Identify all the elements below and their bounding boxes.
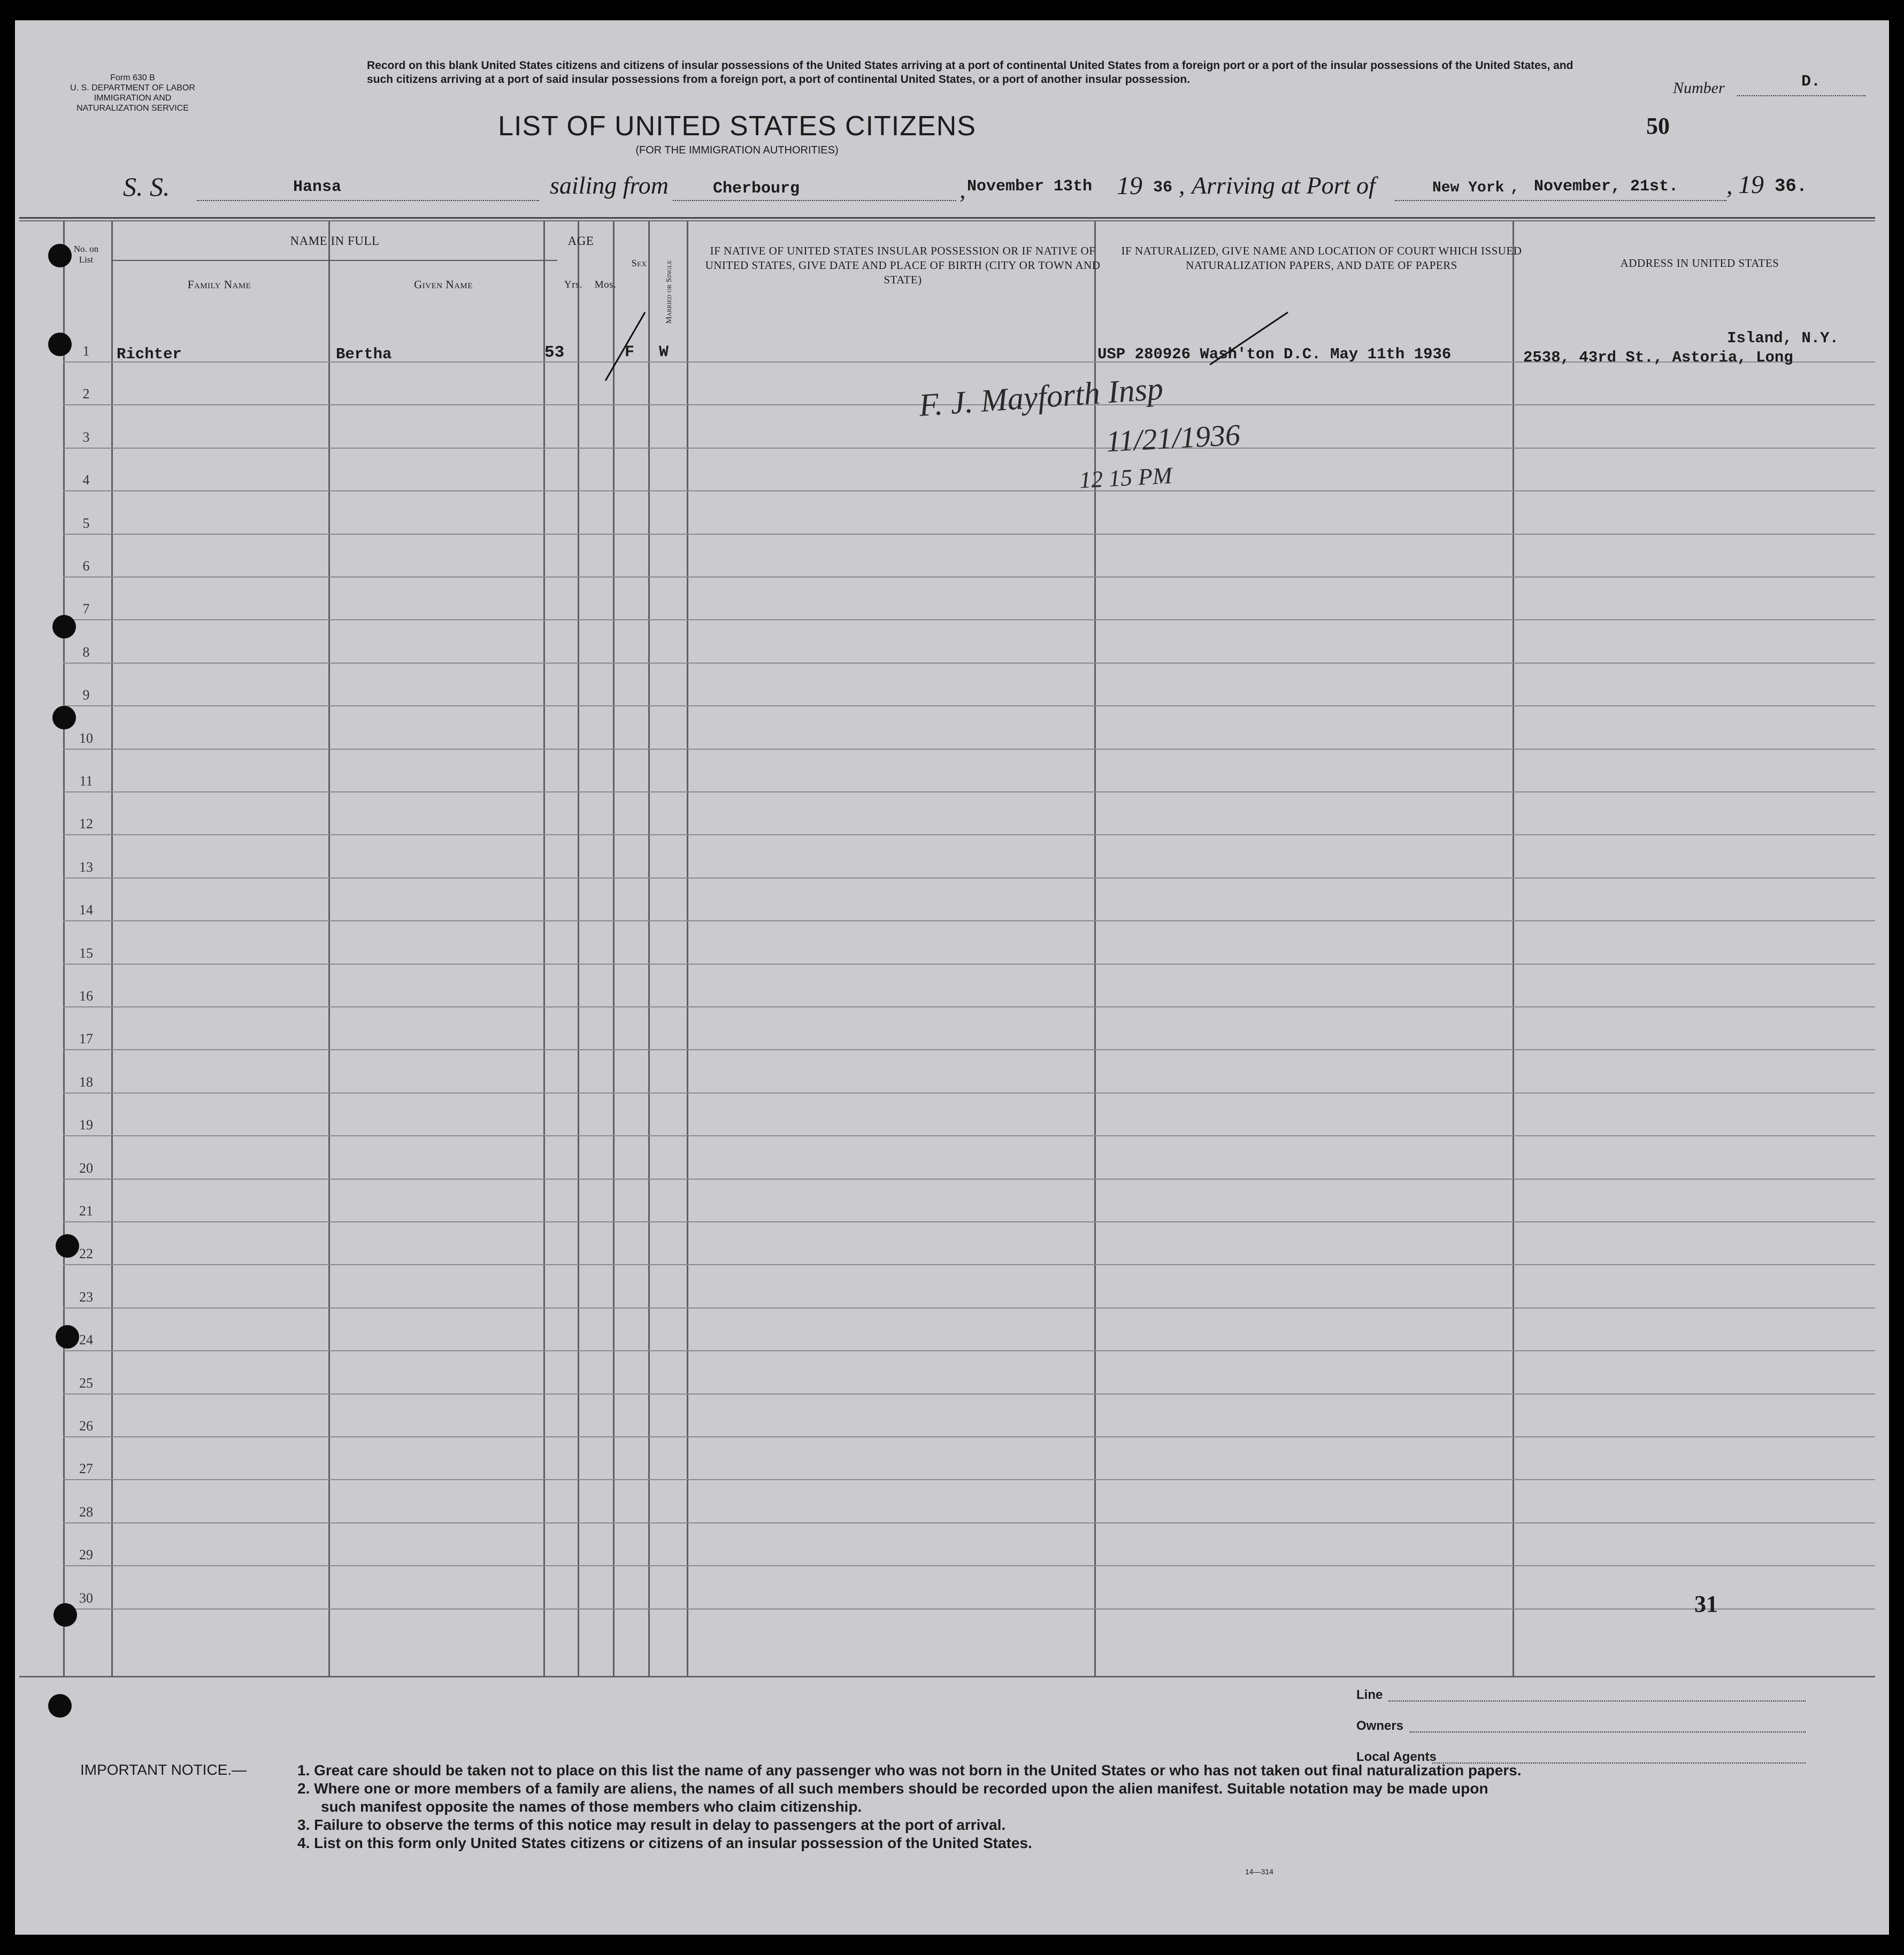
notice-item-3: 3. Failure to observe the terms of this notice may result in delay to passengers at the port of arrival. (297, 1817, 1006, 1833)
column-divider (111, 221, 113, 1676)
row-number: 16 (79, 988, 93, 1004)
row-rule (63, 1179, 1875, 1180)
row-number: 2 (82, 386, 90, 402)
row-number: 21 (79, 1203, 93, 1219)
inspection-time: 12 15 PM (1078, 462, 1173, 494)
entry-family-name: Richter (117, 345, 182, 363)
column-divider (328, 221, 330, 1676)
row-number: 17 (79, 1031, 93, 1047)
row-rule (63, 534, 1875, 535)
sheet-number: 50 (1646, 113, 1670, 139)
entry-address-line2: 2538, 43rd St., Astoria, Long (1523, 349, 1793, 366)
departure-year-suffix: 36 (1153, 179, 1173, 197)
number-label: Number (1673, 79, 1725, 97)
col-naturalized: IF NATURALIZED, GIVE NAME AND LOCATION OF COURT WHICH ISSUED NATURALIZATION PAPERS, AND DATE OF PAPERS (1121, 244, 1522, 272)
col-given-name: Given Name (414, 278, 473, 291)
binder-hole (52, 706, 76, 729)
row-rule (63, 1006, 1875, 1007)
row-rule (63, 705, 1875, 706)
row-rule (63, 791, 1875, 792)
binder-hole (48, 244, 72, 267)
port-from-line (673, 200, 956, 201)
row-number: 13 (79, 859, 93, 875)
row-rule (63, 878, 1875, 879)
row-rule (63, 576, 1875, 578)
row-number: 19 (79, 1117, 93, 1133)
row-rule (63, 1522, 1875, 1523)
agents-label: Local Agents (1356, 1750, 1437, 1764)
table-top-rule (19, 217, 1875, 219)
row-number: 25 (79, 1375, 93, 1391)
row-number: 27 (79, 1461, 93, 1477)
arrival-year-prefix: 19 (1738, 171, 1764, 199)
column-divider (687, 221, 688, 1676)
binder-hole (48, 1694, 72, 1718)
column-divider (543, 221, 545, 1676)
binder-hole (56, 1234, 79, 1258)
owners-label: Owners (1356, 1719, 1404, 1733)
row-rule (63, 1092, 1875, 1094)
column-divider (578, 221, 579, 1676)
col-age: AGE (567, 234, 594, 248)
arrival-date: November, 21st. (1534, 178, 1679, 196)
row-rule (63, 1264, 1875, 1265)
col-family-name: Family Name (187, 278, 251, 291)
col-address: ADDRESS IN UNITED STATES (1620, 257, 1779, 270)
notice-item-1: 1. Great care should be taken not to place on this list the name of any passenger who was not born in the United States or who has not taken out final naturalization papers. (297, 1762, 1522, 1779)
notice-item-2a: 2. Where one or more members of a family are aliens, the names of all such members should be recorded upon the alien manifest. Suitable notation may be made upon (297, 1780, 1488, 1797)
row-number: 1 (82, 343, 90, 359)
row-number: 14 (79, 902, 93, 918)
row-number: 7 (82, 601, 90, 617)
ship-name: Hansa (293, 178, 342, 196)
binder-hole (53, 1603, 77, 1627)
row-number: 26 (79, 1418, 93, 1434)
binder-hole (52, 615, 76, 638)
owners-field (1410, 1731, 1806, 1733)
col-married-single: Married or Single (665, 260, 673, 324)
entry-age-years: 53 (544, 343, 565, 362)
form-instructions: Record on this blank United States citizens and citizens of insular possessions of the United States arriving at a port of continental United States from a foreign port or a port of the insular possessions of the United States, and such citizens arriving at a port of said insular possessions from a foreign port, a port of continental United States, or a port of another insular possession. (367, 59, 1573, 86)
row-rule (63, 1394, 1875, 1395)
sailing-label: sailing from (550, 172, 669, 199)
row-rule (63, 1350, 1875, 1351)
row-rule (63, 1565, 1875, 1566)
arriving-label: Arriving at Port of (1192, 172, 1376, 199)
departure-date: November 13th (967, 178, 1093, 196)
notice-item-4: 4. List on this form only United States citizens or citizens of an insular possession of the United States. (297, 1835, 1032, 1851)
page-count: 31 (1694, 1591, 1718, 1617)
col-sex: Sex (631, 258, 647, 268)
column-divider (648, 221, 650, 1676)
column-divider (613, 221, 615, 1676)
row-rule (63, 1135, 1875, 1136)
page-title: LIST OF UNITED STATES CITIZENS (498, 111, 976, 142)
inspection-date: 11/21/1936 (1105, 418, 1241, 459)
form-id-block (68, 73, 197, 113)
number-line (1737, 95, 1865, 96)
column-divider (63, 221, 65, 1676)
entry-marital: W (659, 343, 669, 361)
row-number: 28 (79, 1504, 93, 1520)
port-to-line (1395, 200, 1726, 201)
row-number: 12 (79, 816, 93, 832)
row-number: 15 (79, 945, 93, 961)
row-rule (63, 619, 1875, 620)
col-name-in-full: NAME IN FULL (290, 234, 380, 248)
ship-line (197, 200, 539, 201)
entry-naturalization: USP 280926 Wash'ton D.C. May 11th 1936 (1097, 345, 1452, 363)
col-no-on-list: No. on List (73, 244, 99, 265)
row-rule (63, 1479, 1875, 1480)
notice-body (297, 1761, 1827, 1852)
row-number: 6 (82, 558, 90, 574)
col-birth: IF NATIVE OF UNITED STATES INSULAR POSSESSION OR IF NATIVE OF UNITED STATES, GIVE DATE AND PLACE OF BIRTH (CITY OR TOWN AND STATE) (705, 244, 1101, 286)
binder-hole (56, 1325, 79, 1349)
arrival-year-suffix: 36. (1775, 176, 1808, 197)
port-from: Cherbourg (713, 180, 800, 198)
row-rule (63, 1221, 1875, 1222)
notice-item-2b: such manifest opposite the names of those members who claim citizenship. (321, 1798, 862, 1815)
row-rule (63, 920, 1875, 921)
column-divider (1094, 221, 1096, 1676)
row-rule (63, 490, 1875, 491)
row-rule (63, 1049, 1875, 1050)
form-number: Form 630 B (110, 73, 155, 82)
form-code: 14—314 (1245, 1867, 1273, 1876)
row-rule (63, 1608, 1875, 1610)
row-rule (63, 964, 1875, 965)
row-number: 30 (79, 1590, 93, 1606)
row-rule (63, 1436, 1875, 1437)
department-name: U. S. DEPARTMENT OF LABOR (70, 83, 195, 93)
col-age-years: Yrs. (564, 279, 583, 290)
row-rule (63, 749, 1875, 750)
row-number: 8 (82, 644, 90, 660)
row-rule (63, 834, 1875, 835)
port-to: New York (1432, 180, 1504, 196)
row-rule (63, 448, 1875, 449)
row-number: 23 (79, 1289, 93, 1305)
ss-label: S. S. (123, 172, 170, 202)
row-number: 11 (79, 773, 93, 789)
row-number: 29 (79, 1547, 93, 1563)
entry-given-name: Bertha (336, 345, 392, 363)
service-name: IMMIGRATION AND NATURALIZATION SERVICE (76, 94, 189, 113)
line-field (1388, 1700, 1806, 1702)
row-number: 9 (82, 687, 90, 703)
row-rule (63, 663, 1875, 664)
inspector-signature: F. J. Mayforth Insp (918, 371, 1164, 423)
binder-hole (48, 333, 72, 356)
table-bottom-rule (19, 1676, 1875, 1677)
entry-address-line1: Island, N.Y. (1727, 329, 1839, 347)
manifest-sheet: Form 630 B U. S. DEPARTMENT OF LABOR IMMIGRATION AND NATURALIZATION SERVICE Record on this blank United States citizens and citizens of insular possessions of the United States arriving at a port of continental United States from a foreign port or a port of the insular possessions of the United States, and such citizens arriving at a port of said insular possessions from a foreign port, a port of continental United States, or a port of another insular possession. Number D. 50 LIST OF UNITED STATES CITIZENS (FOR THE IMMIGRATION AUTHORITIES) S. S. Hansa sailing from Cherbourg , November 13th 19 36 , Arriving at Port of New York , November, 21st. , 19 36. No. on List NAME IN FULL Family Name Given Name AGE Yrs. Mos. Sex Married or Single IF NATIVE OF UNITED STATES INSULAR POSSESSION OR IF NATIVE OF UNITED STATES, GIVE DATE AND PLACE OF BIRTH (CITY OR TOWN AND STATE) IF NATURALIZED, GIVE NAME AND LOCATION OF COURT WHICH ISSUED NATURALIZATION PAPERS, AND DATE OF PAPERS ADDRESS IN UNITED STATES 1 2 3 4 5 6 7 8 9 10 11 12 13 14 15 16 17 18 19 20 21 22 23 24 25 26 27 28 29 30 Richter Bertha 53 F W USP 280926 Wash'ton D.C. May 11th 1936 Island, N.Y. 2538, 43rd St., Astoria, Long F. J. Mayforth Insp 11/21/1936 12 15 PM 31 Line Owners Local Agents IMPORTANT NOTICE.— 1. Great care should be taken not to place on this list the name of any passenger who was not born in the United States or who has not taken out final naturalization papers. 2. Where one or more members of a family are aliens, the names of all such members should be recorded upon the alien manifest. Suitable notation may be made upon such manifest opposite the names of those members who claim citizenship. 3. Failure to observe the terms of this notice may result in delay to passengers at the port of arrival. 4. List on this form only United States citizens or citizens of an insular possession of the United States. 14—314 (15, 20, 1889, 1935)
column-divider (1513, 221, 1514, 1676)
page-subtitle: (FOR THE IMMIGRATION AUTHORITIES) (635, 144, 839, 156)
line-label: Line (1356, 1688, 1383, 1702)
col-age-months: Mos. (594, 279, 617, 290)
row-number: 18 (79, 1074, 93, 1090)
entry-sex: F (625, 343, 635, 361)
row-number: 22 (79, 1246, 93, 1262)
row-number: 20 (79, 1160, 93, 1176)
row-number: 5 (82, 515, 90, 531)
row-rule (63, 1307, 1875, 1309)
notice-heading: IMPORTANT NOTICE.— (80, 1761, 247, 1778)
row-number: 3 (82, 429, 90, 445)
row-number: 4 (82, 472, 90, 488)
row-number: 24 (79, 1332, 93, 1348)
departure-year-prefix: 19 (1117, 172, 1142, 200)
number-value: D. (1801, 73, 1821, 91)
row-number: 10 (79, 730, 93, 746)
